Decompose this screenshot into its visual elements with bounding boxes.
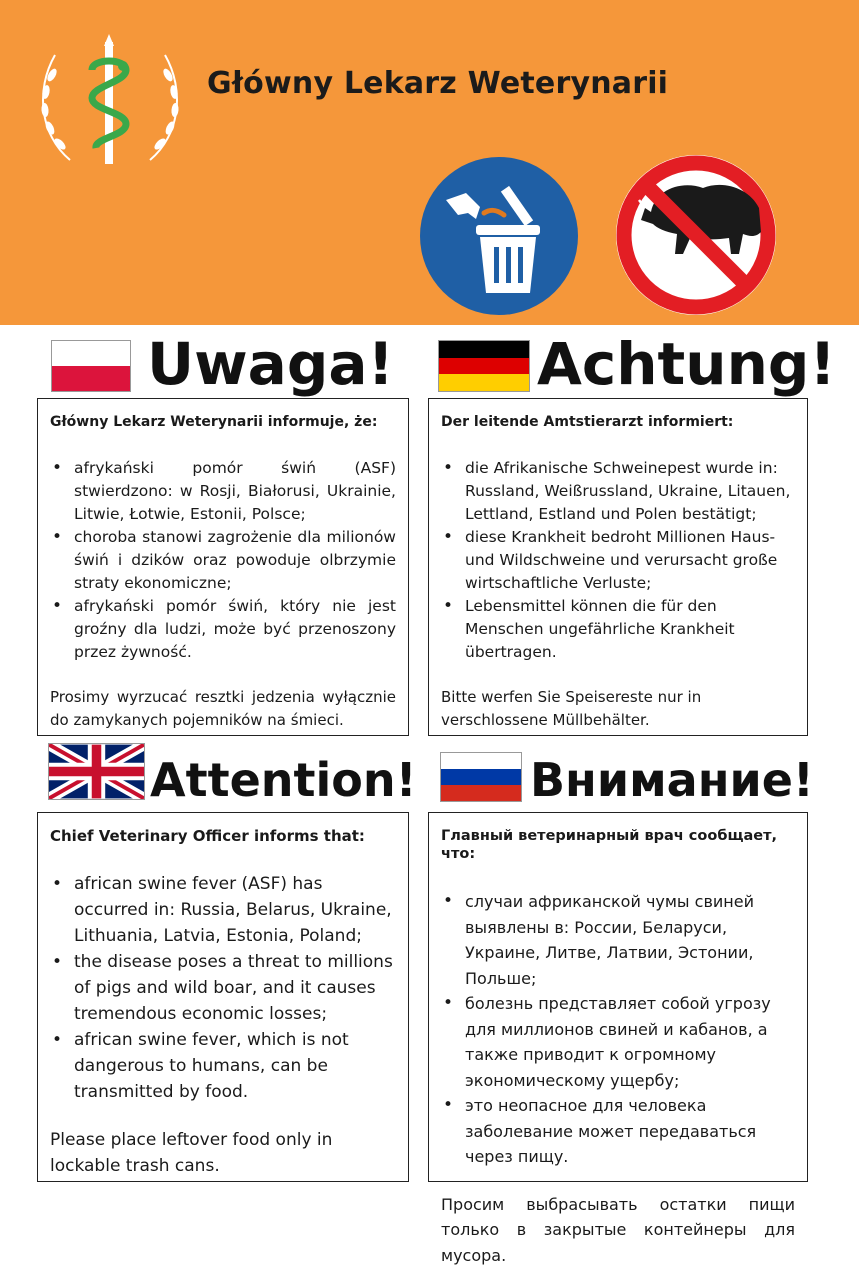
header-banner <box>0 0 859 325</box>
page-title: Główny Lekarz Weterynarii <box>207 66 668 101</box>
closing-ru: Просим выбрасывать остатки пищи только в закрытые контейнеры для мусора. <box>441 1192 795 1268</box>
no-wild-boar-feeding-icon <box>611 150 781 320</box>
list-item: • african swine fever, which is not dangerous to humans, can be transmitted by food. <box>50 1027 396 1105</box>
united-kingdom-flag-icon <box>48 743 145 800</box>
info-box-de <box>428 398 808 736</box>
list-item: • afrykański pomór świń (ASF) stwierdzono: w Rosji, Białorusi, Ukrainie, Litwie, Łotwie, Estonii, Polsce; <box>50 457 396 526</box>
list-item: • это неопасное для человека заболевание может передаваться через пищу. <box>441 1093 795 1170</box>
closing-pl: Prosimy wyrzucać resztki jedzenia wyłącznie do zamykanych pojemników na śmieci. <box>50 686 396 732</box>
heading-ru: Внимание! <box>530 753 814 807</box>
list-item: • Lebensmittel können die für den Menschen ungefährliche Krankheit übertragen. <box>441 595 795 664</box>
bullet-list-de <box>441 457 795 664</box>
intro-pl: Główny Lekarz Weterynarii informuje, że: <box>50 413 396 431</box>
poland-flag-icon <box>51 340 131 392</box>
list-item: • afrykański pomór świń, który nie jest groźny dla ludzi, może być przenoszony przez żywność. <box>50 595 396 664</box>
heading-pl: Uwaga! <box>147 330 394 398</box>
info-box-pl <box>37 398 409 736</box>
intro-de: Der leitende Amtstierarzt informiert: <box>441 413 795 431</box>
bullet-list-pl <box>50 457 396 664</box>
list-item: • diese Krankheit bedroht Millionen Haus- und Wildschweine und verursacht große wirtschaftliche Verluste; <box>441 526 795 595</box>
list-item: • болезнь представляет собой угрозу для миллионов свиней и кабанов, а также приводит к огромному экономическому ущербу; <box>441 991 795 1093</box>
caduceus-laurel-emblem-icon <box>30 30 190 180</box>
heading-en: Attention! <box>150 753 417 807</box>
russia-flag-icon <box>440 752 522 802</box>
list-item: • die Afrikanische Schweinepest wurde in: Russland, Weißrussland, Ukraine, Litauen, Lettland, Estland und Polen bestätigt; <box>441 457 795 526</box>
closing-en: Please place leftover food only in lockable trash cans. <box>50 1127 396 1179</box>
bullet-list-ru <box>441 889 795 1170</box>
list-item: • случаи африканской чумы свиней выявлены в: России, Беларуси, Украине, Литве, Латвии, Эстонии, Польше; <box>441 889 795 991</box>
info-box-ru <box>428 812 808 1182</box>
heading-de: Achtung! <box>537 330 836 398</box>
info-box-en <box>37 812 409 1182</box>
intro-ru: Главный ветеринарный врач сообщает, что: <box>441 827 795 863</box>
list-item: • choroba stanowi zagrożenie dla milionów świń i dzików oraz powoduje olbrzymie straty ekonomiczne; <box>50 526 396 595</box>
dispose-food-in-trash-icon <box>418 155 580 317</box>
closing-de: Bitte werfen Sie Speisereste nur in verschlossene Müllbehälter. <box>441 686 795 732</box>
intro-en: Chief Veterinary Officer informs that: <box>50 827 396 845</box>
list-item: • african swine fever (ASF) has occurred in: Russia, Belarus, Ukraine, Lithuania, Latvia, Estonia, Poland; <box>50 871 396 949</box>
bullet-list-en <box>50 871 396 1105</box>
germany-flag-icon <box>438 340 530 392</box>
list-item: • the disease poses a threat to millions of pigs and wild boar, and it causes tremendous economic losses; <box>50 949 396 1027</box>
